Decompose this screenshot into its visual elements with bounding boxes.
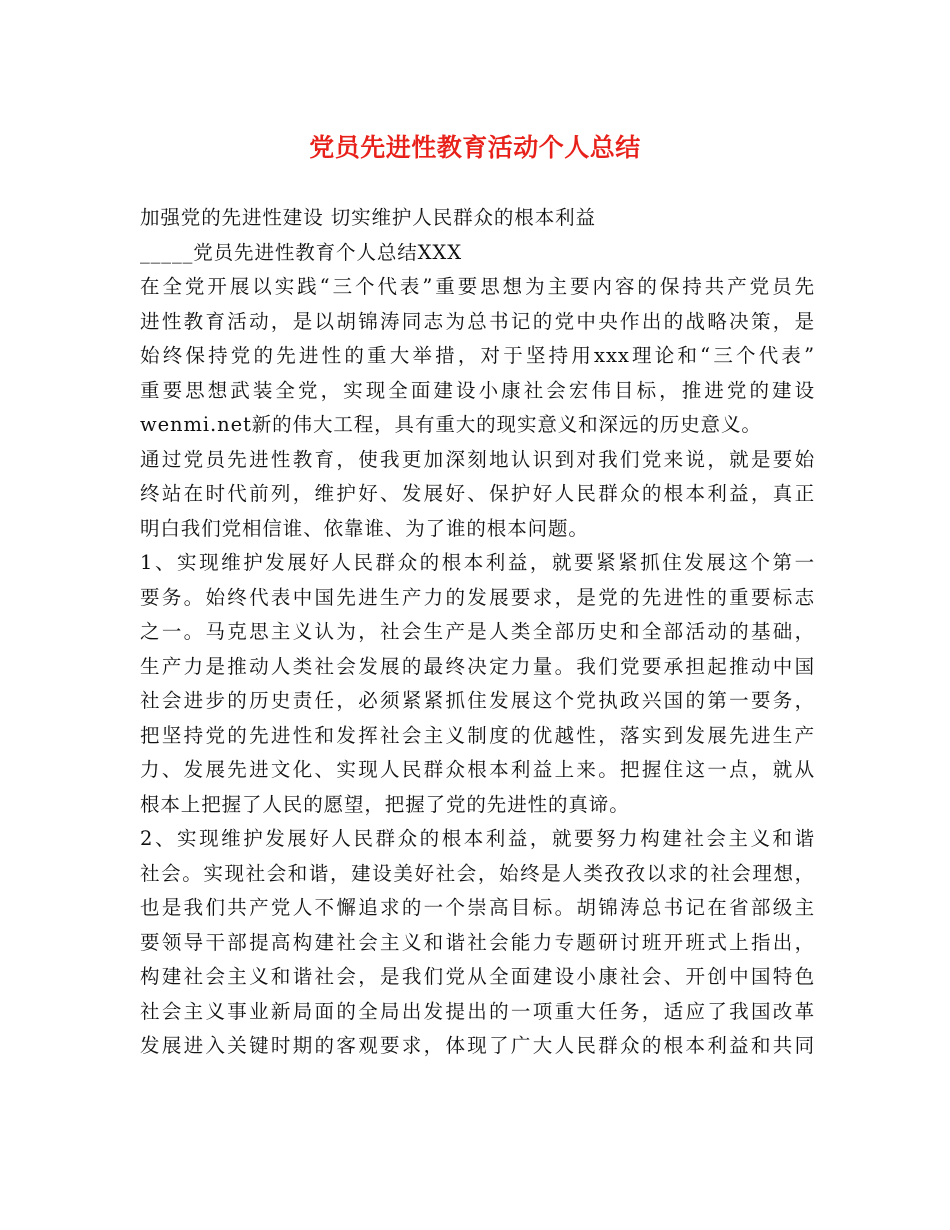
byline: _____党员先进性教育个人总结XXX xyxy=(140,240,462,264)
paragraph-line: 始终保持党的先进性的重大举措，对于坚持用xxx理论和“三个代表” xyxy=(140,344,815,367)
document-title: 党员先进性教育活动个人总结 xyxy=(309,133,641,162)
paragraph-line: 社会进步的历史责任，必须紧紧抓住发展这个党执政兴国的第一要务， xyxy=(140,689,815,712)
paragraph-line: 通过党员先进性教育，使我更加深刻地认识到对我们党来说，就是要始 xyxy=(140,447,815,471)
paragraph-line: 终站在时代前列，维护好、发展好、保护好人民群众的根本利益，真正 xyxy=(140,482,815,505)
paragraph-line: 进性教育活动，是以胡锦涛同志为总书记的党中央作出的战略决策，是 xyxy=(140,309,815,333)
paragraph-line: 社会。实现社会和谐，建设美好社会，始终是人类孜孜以求的社会理想， xyxy=(140,861,815,885)
paragraph-line: 构建社会主义和谐社会，是我们党从全面建设小康社会、开创中国特色 xyxy=(140,965,815,988)
paragraph-line: 也是我们共产党人不懈追求的一个崇高目标。胡锦涛总书记在省部级主 xyxy=(140,896,815,919)
paragraph-line: 把坚持党的先进性和发挥社会主义制度的优越性，落实到发展先进生产 xyxy=(140,723,815,747)
paragraph-line: 社会主义事业新局面的全局出发提出的一项重大任务，适应了我国改革 xyxy=(140,999,815,1023)
paragraph-line: 要领导干部提高构建社会主义和谐社会能力专题研讨班开班式上指出， xyxy=(140,930,815,954)
subtitle-line: 加强党的先进性建设 切实维护人民群众的根本利益 xyxy=(140,206,596,229)
paragraph-line: 重要思想武装全党，实现全面建设小康社会宏伟目标，推进党的建设 xyxy=(140,378,815,402)
document-body xyxy=(140,201,815,1064)
paragraph-line: 明白我们党相信谁、依靠谁、为了谁的根本问题。 xyxy=(140,516,589,540)
paragraph-line: 1、实现维护发展好人民群众的根本利益，就要紧紧抓住发展这个第一 xyxy=(140,551,815,574)
paragraph-line: 要务。始终代表中国先进生产力的发展要求，是党的先进性的重要标志 xyxy=(140,585,815,609)
paragraph-line: 之一。马克思主义认为，社会生产是人类全部历史和全部活动的基础， xyxy=(140,620,815,643)
paragraph-line: wenmi.net新的伟大工程，具有重大的现实意义和深远的历史意义。 xyxy=(140,413,762,436)
paragraph-line: 发展进入关键时期的客观要求，体现了广大人民群众的根本利益和共同 xyxy=(140,1034,815,1057)
paragraph-line: 根本上把握了人民的愿望，把握了党的先进性的真谛。 xyxy=(140,792,630,816)
paragraph-line: 力、发展先进文化、实现人民群众根本利益上来。把握住这一点，就从 xyxy=(140,758,815,781)
paragraph-line: 2、实现维护发展好人民群众的根本利益，就要努力构建社会主义和谐 xyxy=(140,827,815,850)
paragraph-line: 在全党开展以实践“三个代表”重要思想为主要内容的保持共产党员先 xyxy=(140,275,815,298)
paragraph-line: 生产力是推动人类社会发展的最终决定力量。我们党要承担起推动中国 xyxy=(140,654,815,678)
